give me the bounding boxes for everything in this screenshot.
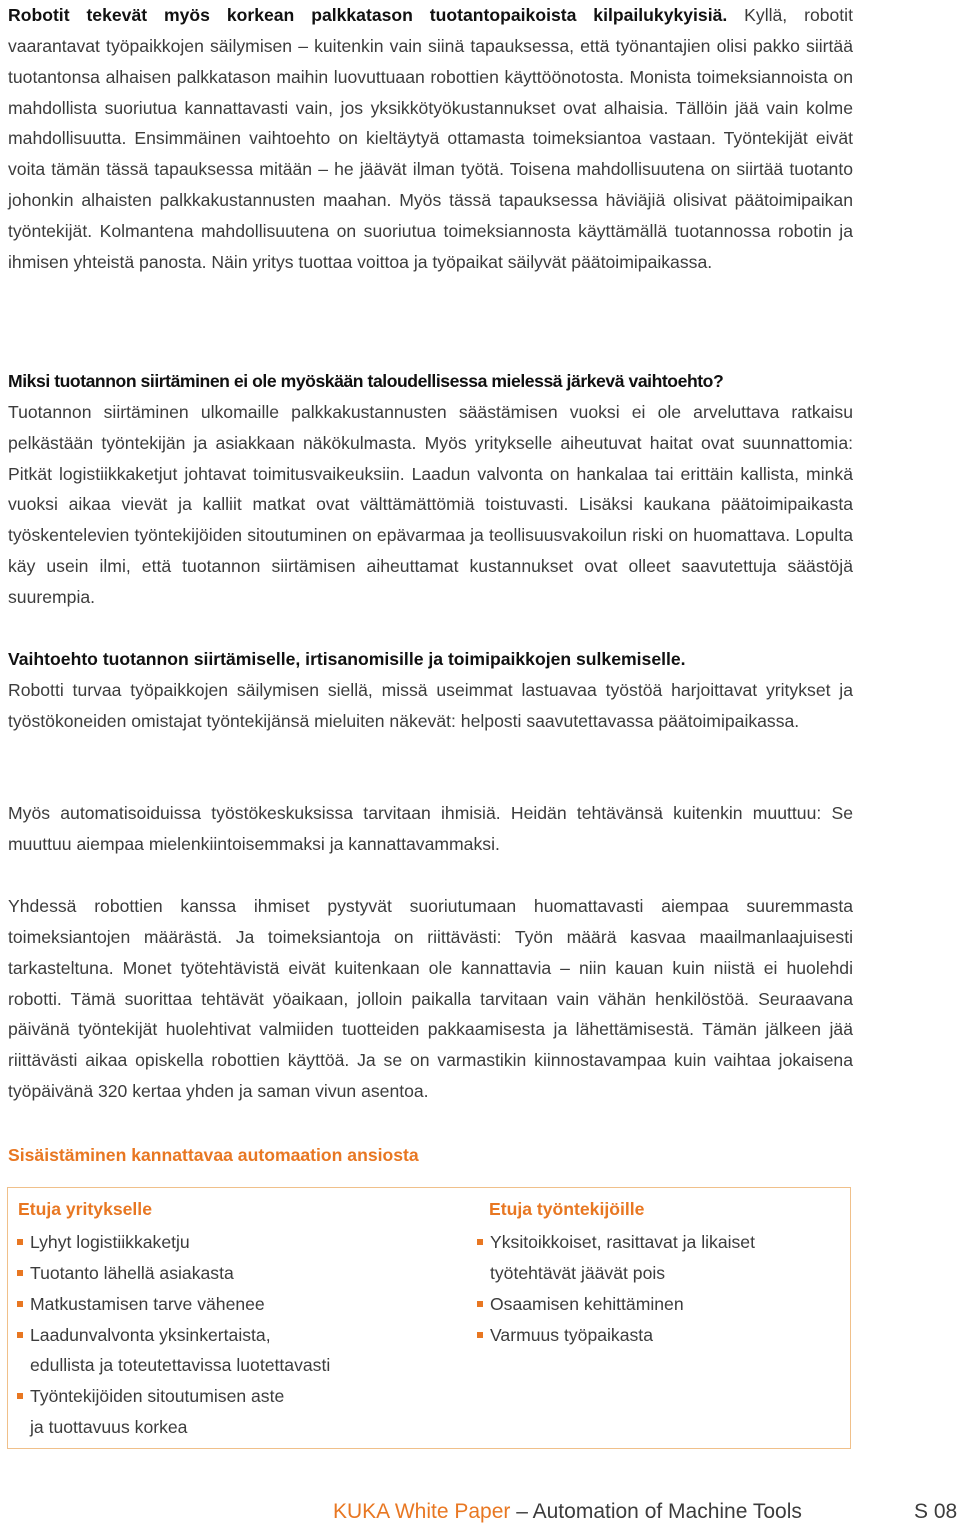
intro-lead: Robotit tekevät myös korkean palkkatason tuotantopaikoista kilpailukykyisiä. (8, 5, 728, 25)
benefits-heading: Sisäistäminen kannattavaa automaation ansiosta (8, 1145, 419, 1165)
footer-dash: – (510, 1500, 533, 1523)
automation-paragraph (8, 798, 853, 860)
page-number: S 08 (914, 1500, 958, 1523)
list-item: Varmuus työpaikasta (476, 1320, 836, 1351)
list-item: Matkustamisen tarve vähenee (16, 1289, 466, 1320)
alternative-paragraph (8, 644, 853, 737)
list-item: Lyhyt logistiikkaketju (16, 1227, 466, 1258)
relocation-body: Tuotannon siirtäminen ulkomaille palkkakustannusten säästämisen vuoksi ei ole arveluttava ratkaisu pelkästään työntekijän ja asiakkaan näkökulmasta. Myös yritykselle aiheutuvat haitat ovat suunnattomia: Pitkät logistiikkaketjut johtavat toimitusvaikeuksiin. Laadun valvonta on hankalaa tai erittäin kallista, minkä vuoksi aikaa vievät ja kalliit matkat ovat välttämättömiä toistuvasti. Lisäksi kaukana päätoimipaikasta työskentelevien työntekijöiden sitoutuminen on epävarmaa ja teollisuusvakoilun riski on huomattava. Lopulta käy usein ilmi, että tuotannon siirtämisen aiheuttamat kustannukset ovat olleet saavutettuja säästöjä suurempia. (8, 401, 853, 607)
list-item: Tuotanto lähellä asiakasta (16, 1258, 466, 1289)
footer-doc-title: Automation of Machine Tools (532, 1500, 802, 1523)
company-benefits-title: Etuja yritykselle (18, 1199, 152, 1219)
list-item: Laadunvalvonta yksinkertaista, edullista ja toteutettavissa luotettavasti (16, 1320, 466, 1382)
robots-body: Yhdessä robottien kanssa ihmiset pystyvät suoriutumaan huomattavasti aiempaa suuremmasta toimeksiantojen määrästä. Ja toimeksiantoja on riittävästi: Työn määrä kasvaa maailmanlaajuisesti tarkasteltuna. Monet työtehtävistä eivät kuitenkaan ole kannattavia – niin kauan kuin niistä ei huolehdi robotti. Tämä suorittaa tehtävät yöaikaan, jolloin paikalla tarvitaan vain vähän henkilöstöä. Seuraavana päivänä työntekijät huolehtivat valmiiden tuotteiden pakkaamisesta ja lähettämisestä. Tämän jälkeen jää riittävästi aikaa opiskella robottien käyttöä. Ja se on varmastikin kiinnostavampaa kuin vaihtaa jokaisena työpäivänä 320 kertaa yhden ja saman vivun asentoa. (8, 896, 853, 1102)
robots-paragraph (8, 891, 853, 1107)
alternative-heading: Vaihtoehto tuotannon siirtämiselle, irtisanomisille ja toimipaikkojen sulkemiselle. (8, 649, 686, 669)
list-item: Työntekijöiden sitoutumisen aste ja tuottavuus korkea (16, 1381, 466, 1443)
employee-benefits-title: Etuja työntekijöille (489, 1199, 645, 1219)
automation-body: Myös automatisoiduissa työstökeskuksissa tarvitaan ihmisiä. Heidän tehtävänsä kuitenkin muuttuu: Se muuttuu aiempaa mielenkiintoisemmaksi ja kannattavammaksi. (8, 803, 853, 854)
employee-benefits-list (476, 1227, 836, 1350)
company-benefits-list (16, 1227, 466, 1443)
list-item: Osaamisen kehittäminen (476, 1289, 836, 1320)
intro-body: Kyllä, robotit vaarantavat työpaikkojen säilymisen – kuitenkin vain siinä tapauksessa, että työnantajien olisi pakko siirtää tuotantonsa alhaisen palkkatason maihin luovuttuaan robottien käyttöönotosta. Monista toimeksiannoista on mahdollista suoriutua kannattavasti vain, jos yksikkötyökustannukset ovat alhaisia. Tällöin jää vain kolme mahdollisuutta. Ensimmäinen vaihtoehto on kieltäytyä ottamasta toimeksiantoa vastaan. Työntekijät eivät voita tämän tässä tapauksessa mitään – he jäävät ilman työtä. Toisena mahdollisuutena on siirtää tuotanto johonkin alhaisten palkkakustannusten maahan. Myös tässä tapauksessa häviäjiä olisivat päätoimipaikan työntekijät. Kolmantena mahdollisuutena on suoriutua toimeksiannosta käyttämällä tuotannossa robotin ja ihmisen yhteistä panosta. Näin yritys tuottaa voittoa ja työpaikat säilyvät päätoimipaikassa. (8, 5, 853, 272)
relocation-heading: Miksi tuotannon siirtäminen ei ole myöskään taloudellisessa mielessä järkevä vaihtoehto? (8, 371, 724, 391)
list-item: Yksitoikkoiset, rasittavat ja likaiset työtehtävät jäävät pois (476, 1227, 836, 1289)
relocation-paragraph (8, 366, 853, 613)
alternative-body: Robotti turvaa työpaikkojen säilymisen siellä, missä useimmat lastuavaa työstöä harjoittavat yritykset ja työstökoneiden omistajat työntekijänsä mieluiten näkevät: helposti saavutettavassa päätoimipaikassa. (8, 679, 853, 731)
footer-title (333, 1500, 802, 1524)
footer-brand: KUKA White Paper (333, 1500, 511, 1523)
intro-paragraph (8, 0, 853, 278)
